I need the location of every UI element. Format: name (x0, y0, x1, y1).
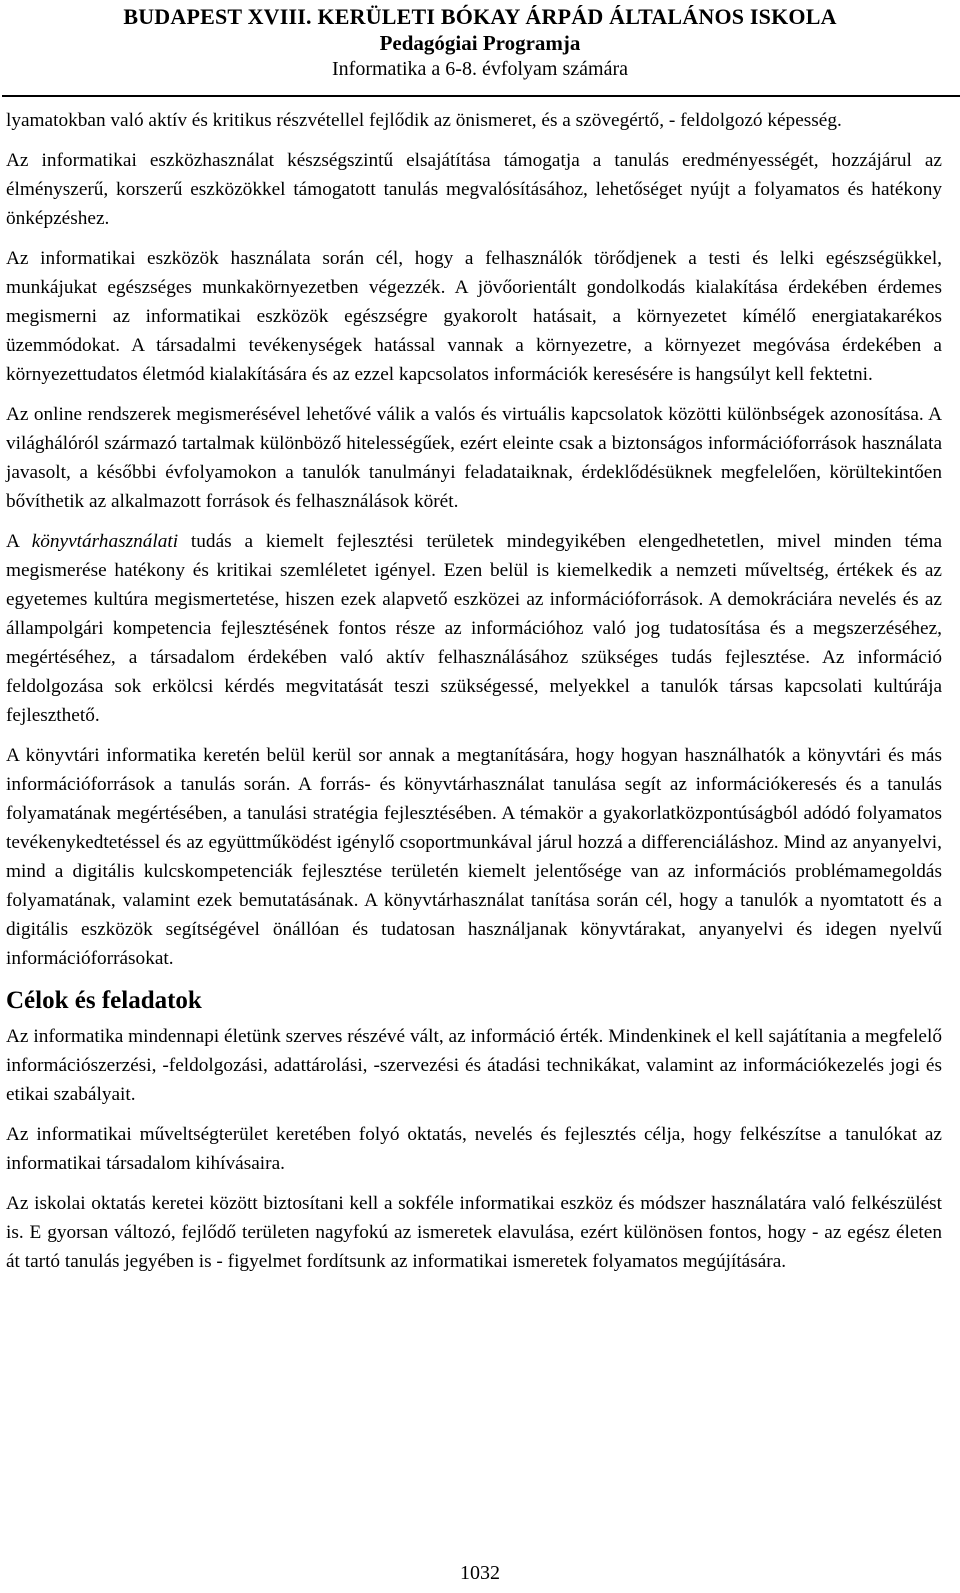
paragraph-continued: lyamatokban való aktív és kritikus részvétellel fejlődik az önismeret, és a szövegértő, - feldolgozó képesség. (6, 110, 842, 131)
subject-subtitle: Informatika a 6-8. évfolyam számára (332, 58, 628, 80)
section-paragraph-2: Az informatikai műveltségterület keretében folyó oktatás, nevelés és fejlesztés célja, hogy felkészítse a tanulókat az informatikai társadalom kihívásaira. (6, 1124, 942, 1174)
header-divider (2, 95, 960, 97)
section-heading: Célok és feladatok (6, 987, 202, 1014)
school-name: BUDAPEST XVIII. KERÜLETI BÓKAY ÁRPÁD ÁLTALÁNOS ISKOLA (123, 4, 837, 29)
paragraph-health-environment: Az informatikai eszközök használata során cél, hogy a felhasználók törődjenek a testi és lelki egészségükkel, munkájukat egészséges munkakörnyezetben végezzék. A jövőorientált gondolkodás kialakítása érdekében érdemes megismerni az informatikai eszközök egészségre gyakorolt hatásait, a környezetet kímélő energiatakarékos üzemmódokat. A társadalmi tevékenységek hatással vannak a környezetre, a környezet megóvása érdekében a környezettudatos életmód kialakítására és az ezzel kapcsolatos információk keresésére is hangsúlyt kell fektetni. (6, 248, 942, 385)
emphasis-library-use: könyvtárhasználati (31, 531, 179, 552)
paragraph-online-systems: Az online rendszerek megismerésével lehetővé válik a valós és virtuális kapcsolatok közötti különbségek azonosítása. A világhálóról származó tartalmak különböző hitelességűek, ezért eleinte csak a biztonságos információforrások használata javasolt, a későbbi évfolyamokon a tanulók tanulmányi feladataiknak, érdeklődésüknek megfelelően, körültekintően bővíthetik az alkalmazott források és felhasználások körét. (6, 404, 942, 512)
page-header (0, 0, 960, 82)
section-paragraph-1: Az informatika mindennapi életünk szerves részévé vált, az információ érték. Mindenkinek el kell sajátítania a megfelelő információszerzési, -feldolgozási, adattárolási, -szervezési és átadási technikákat, valamint az információkezelés jogi és etikai szabályait. (6, 1026, 942, 1105)
paragraph-tool-use: Az informatikai eszközhasználat készségszintű elsajátítása támogatja a tanulás eredményességét, hozzájárul az élményszerű, korszerű eszközökkel támogatott tanulás megvalósításához, lehetőséget nyújt a folyamatos és hatékony önképzéshez. (6, 150, 942, 229)
document-body (6, 106, 942, 1287)
paragraph-library-use-rest: tudás a kiemelt fejlesztési területek mindegyikében elengedhetetlen, mivel minden téma megismerése hatékony és kritikai szemléletet igényel. Ezen belül is kiemelkedik a nemzeti műveltség, értékek és az egyetemes kultúra megismertetése, hiszen ezek alapvető eszközei az információforrások. A demokráciára nevelés és az állampolgári kompetencia fejlesztésének fontos része az információhoz való jog tudatosítása és a megszerzéséhez, megértéséhez, a társadalom érdekében való aktív felhasználásához szükséges tudás fejlesztése. Az információ feldolgozása sok erkölcsi kérdés megvitatását teszi szükségessé, melyekkel a tanulók társas kapcsolati kultúrája fejleszthető. (6, 531, 942, 726)
paragraph-library-informatics: A könyvtári informatika keretén belül kerül sor annak a megtanítására, hogy hogyan használhatók a könyvtári és más információforrások a tanulás során. A forrás- és könyvtárhasználat tanulása segít az információkeresés és a tanulás folyamatának megértésében, a tanulási stratégia fejlesztésében. A témakör a gyakorlatközpontúságból adódó folyamatos tevékenykedtetéssel és az együttműködést igénylő csoportmunkával járul hozzá a differenciáláshoz. Mind az anyanyelvi, mind a digitális kulcskompetenciák fejlesztése területén kiemelt jelentősége van az információs problémamegoldás folyamatának, valamint ezek bemutatásának. A könyvtárhasználat tanítása során cél, hogy a tanulók a nyomtatott és a digitális eszközök segítségével önállóan és tudatosan használjanak könyvtárakat, anyanyelvi és idegen nyelvű információforrásokat. (6, 745, 942, 969)
page-number: 1032 (460, 1562, 500, 1584)
program-title: Pedagógiai Programja (379, 31, 581, 55)
paragraph-library-use-start: A (6, 531, 32, 552)
section-paragraph-3: Az iskolai oktatás keretei között biztosítani kell a sokféle informatikai eszköz és módszer használatára való felkészülést is. E gyorsan változó, fejlődő területen nagyfokú az ismeretek elavulása, ezért különösen fontos, hogy - az egész életen át tartó tanulás jegyében is - figyelmet fordítsunk az informatikai ismeretek folyamatos megújítására. (6, 1193, 942, 1272)
paragraph-library-use (6, 527, 942, 730)
